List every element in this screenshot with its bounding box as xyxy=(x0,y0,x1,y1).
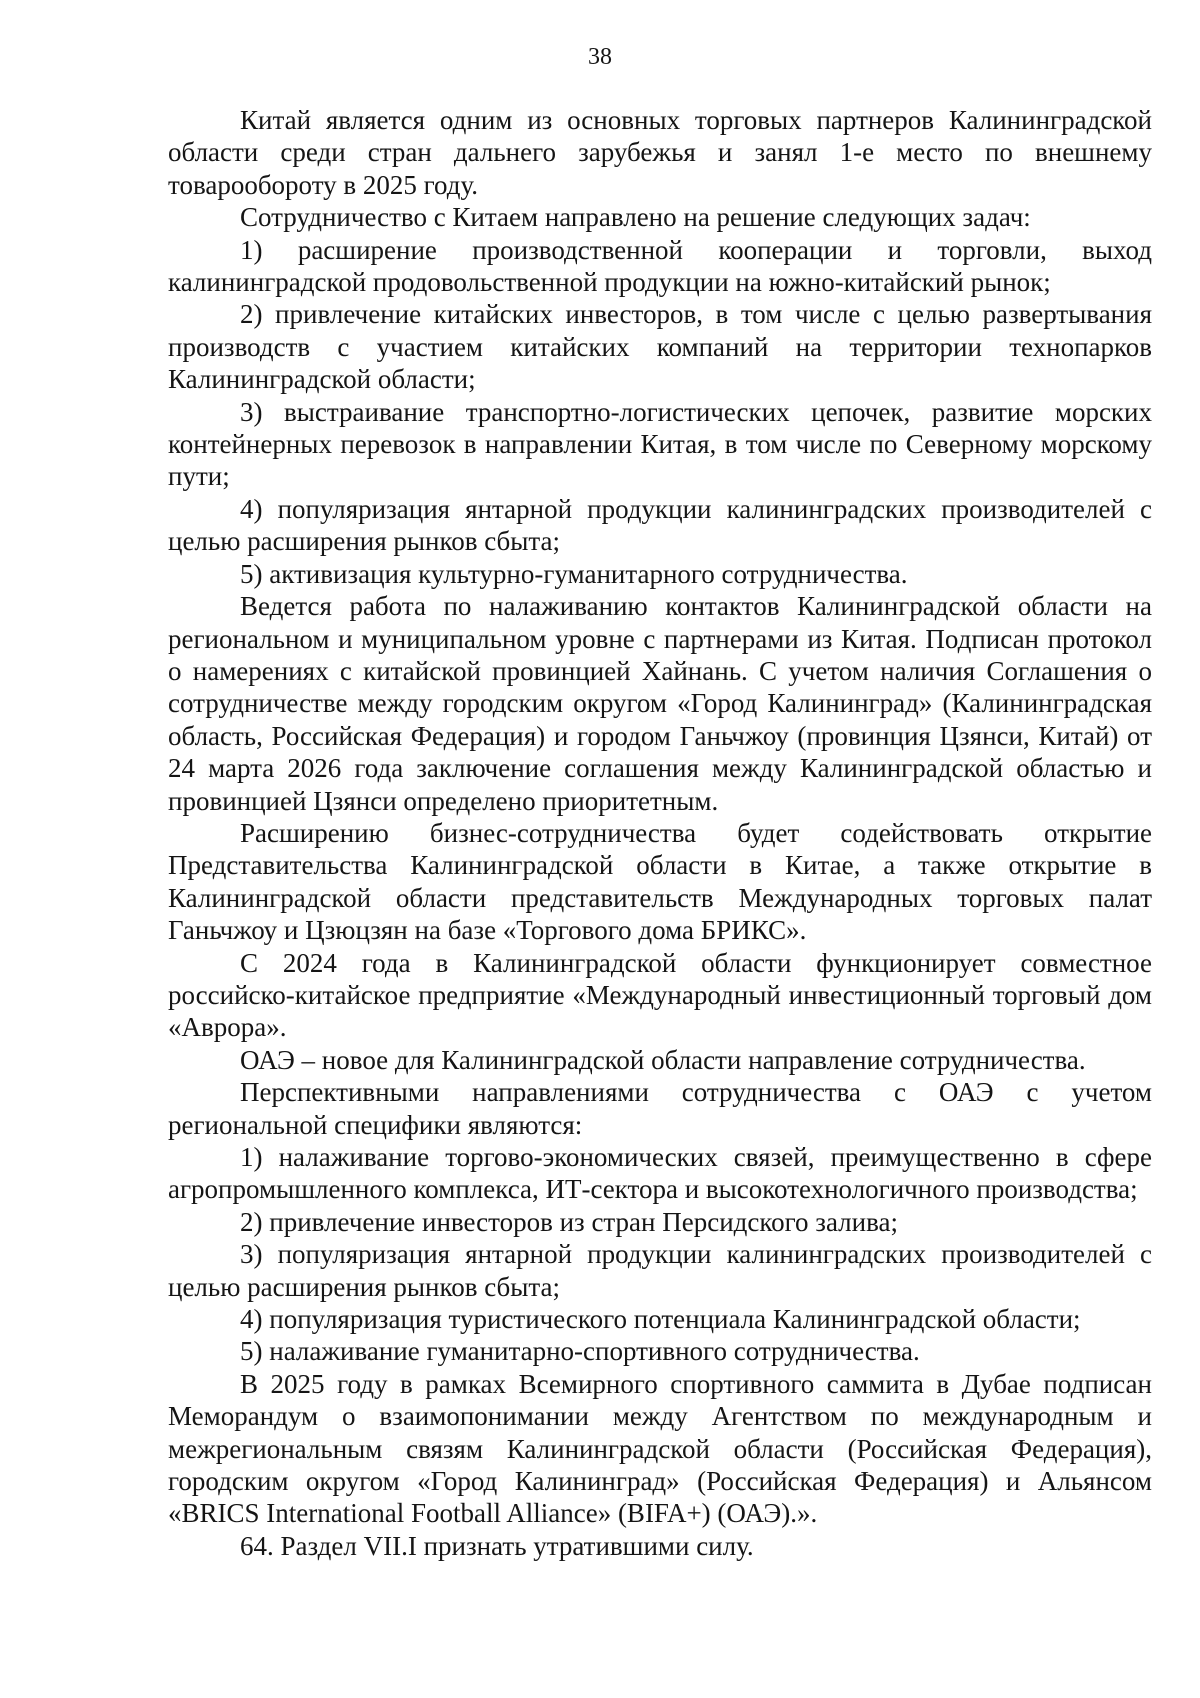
list-item-uae-4: 4) популяризация туристического потенциала Калининградской области; xyxy=(240,1304,1081,1335)
paragraph-uae-intro: ОАЭ – новое для Калининградской области направление сотрудничества. xyxy=(240,1044,1086,1075)
paragraph-joint-venture: С 2024 года в Калининградской области функционирует совместное российско-китайское предприятие «Международный инвестиционный торговый дом «Аврора». xyxy=(168,947,1152,1043)
list-item-china-3: 3) выстраивание транспортно-логистических цепочек, развитие морских контейнерных перевозок в направлении Китая, в том числе по Северному морскому пути; xyxy=(168,396,1152,492)
list-item-uae-1: 1) налаживание торгово-экономических связей, преимущественно в сфере агропромышленного комплекса, ИТ-сектора и высокотехнологичного производства; xyxy=(168,1142,1152,1205)
list-item-china-1: 1) расширение производственной кооперации и торговли, выход калининградской продовольственной продукции на южно-китайский рынок; xyxy=(168,234,1152,298)
page-number: 38 xyxy=(588,44,612,70)
list-item-uae-3: 3) популяризация янтарной продукции калининградских производителей с целью расширения рынков сбыта; xyxy=(168,1239,1152,1302)
paragraph-china-trade-partner: Китай является одним из основных торговых партнеров Калининградской области среди стран дальнего зарубежья и занял 1-е место по внешнему товарообороту в 2025 году. xyxy=(168,105,1152,200)
list-item-china-2: 2) привлечение китайских инвесторов, в том числе с целью развертывания производств с участием китайских компаний на территории технопарков Калининградской области; xyxy=(168,299,1152,395)
list-item-china-5: 5) активизация культурно-гуманитарного сотрудничества. xyxy=(240,558,908,589)
paragraph-business-cooperation: Расширению бизнес-сотрудничества будет содействовать открытие Представительства Калининградской области в Китае, а также открытие в Калининградской области представительств Международных торговых палат Ганьчжоу и Цзюцзян на базе «Торгового дома БРИКС». xyxy=(168,817,1152,946)
paragraph-china-cooperation-tasks: Сотрудничество с Китаем направлено на решение следующих задач: xyxy=(240,202,1031,233)
paragraph-section-repeal: 64. Раздел VII.I признать утратившими силу. xyxy=(240,1530,754,1561)
paragraph-uae-directions: Перспективными направлениями сотрудничества с ОАЭ с учетом региональной специфики являются: xyxy=(168,1077,1152,1140)
list-item-uae-5: 5) налаживание гуманитарно-спортивного сотрудничества. xyxy=(240,1336,920,1367)
paragraph-regional-contacts: Ведется работа по налаживанию контактов Калининградской области на региональном и муниципальном уровне с партнерами из Китая. Подписан протокол о намерениях с китайской провинцией Хайнань. С учетом наличия Соглашения о сотрудничестве между городским округом «Город Калининград» (Калининградская область, Российская Федерация) и городом Ганьчжоу (провинция Цзянси, Китай) от 24 марта 2026 года заключение соглашения между Калининградской областью и провинцией Цзянси определено приоритетным. xyxy=(168,591,1152,816)
list-item-china-4: 4) популяризация янтарной продукции калининградских производителей с целью расширения рынков сбыта; xyxy=(168,493,1152,557)
paragraph-memorandum: В 2025 году в рамках Всемирного спортивного саммита в Дубае подписан Меморандум о взаимопонимании между Агентством по международным и межрегиональным связям Калининградской области (Российская Федерация), городским округом «Город Калининград» (Российская Федерация) и Альянсом «BRICS International Football Alliance» (BIFA+) (ОАЭ).». xyxy=(168,1368,1152,1529)
list-item-uae-2: 2) привлечение инвесторов из стран Персидского залива; xyxy=(240,1206,898,1237)
document-body xyxy=(168,104,1152,1562)
